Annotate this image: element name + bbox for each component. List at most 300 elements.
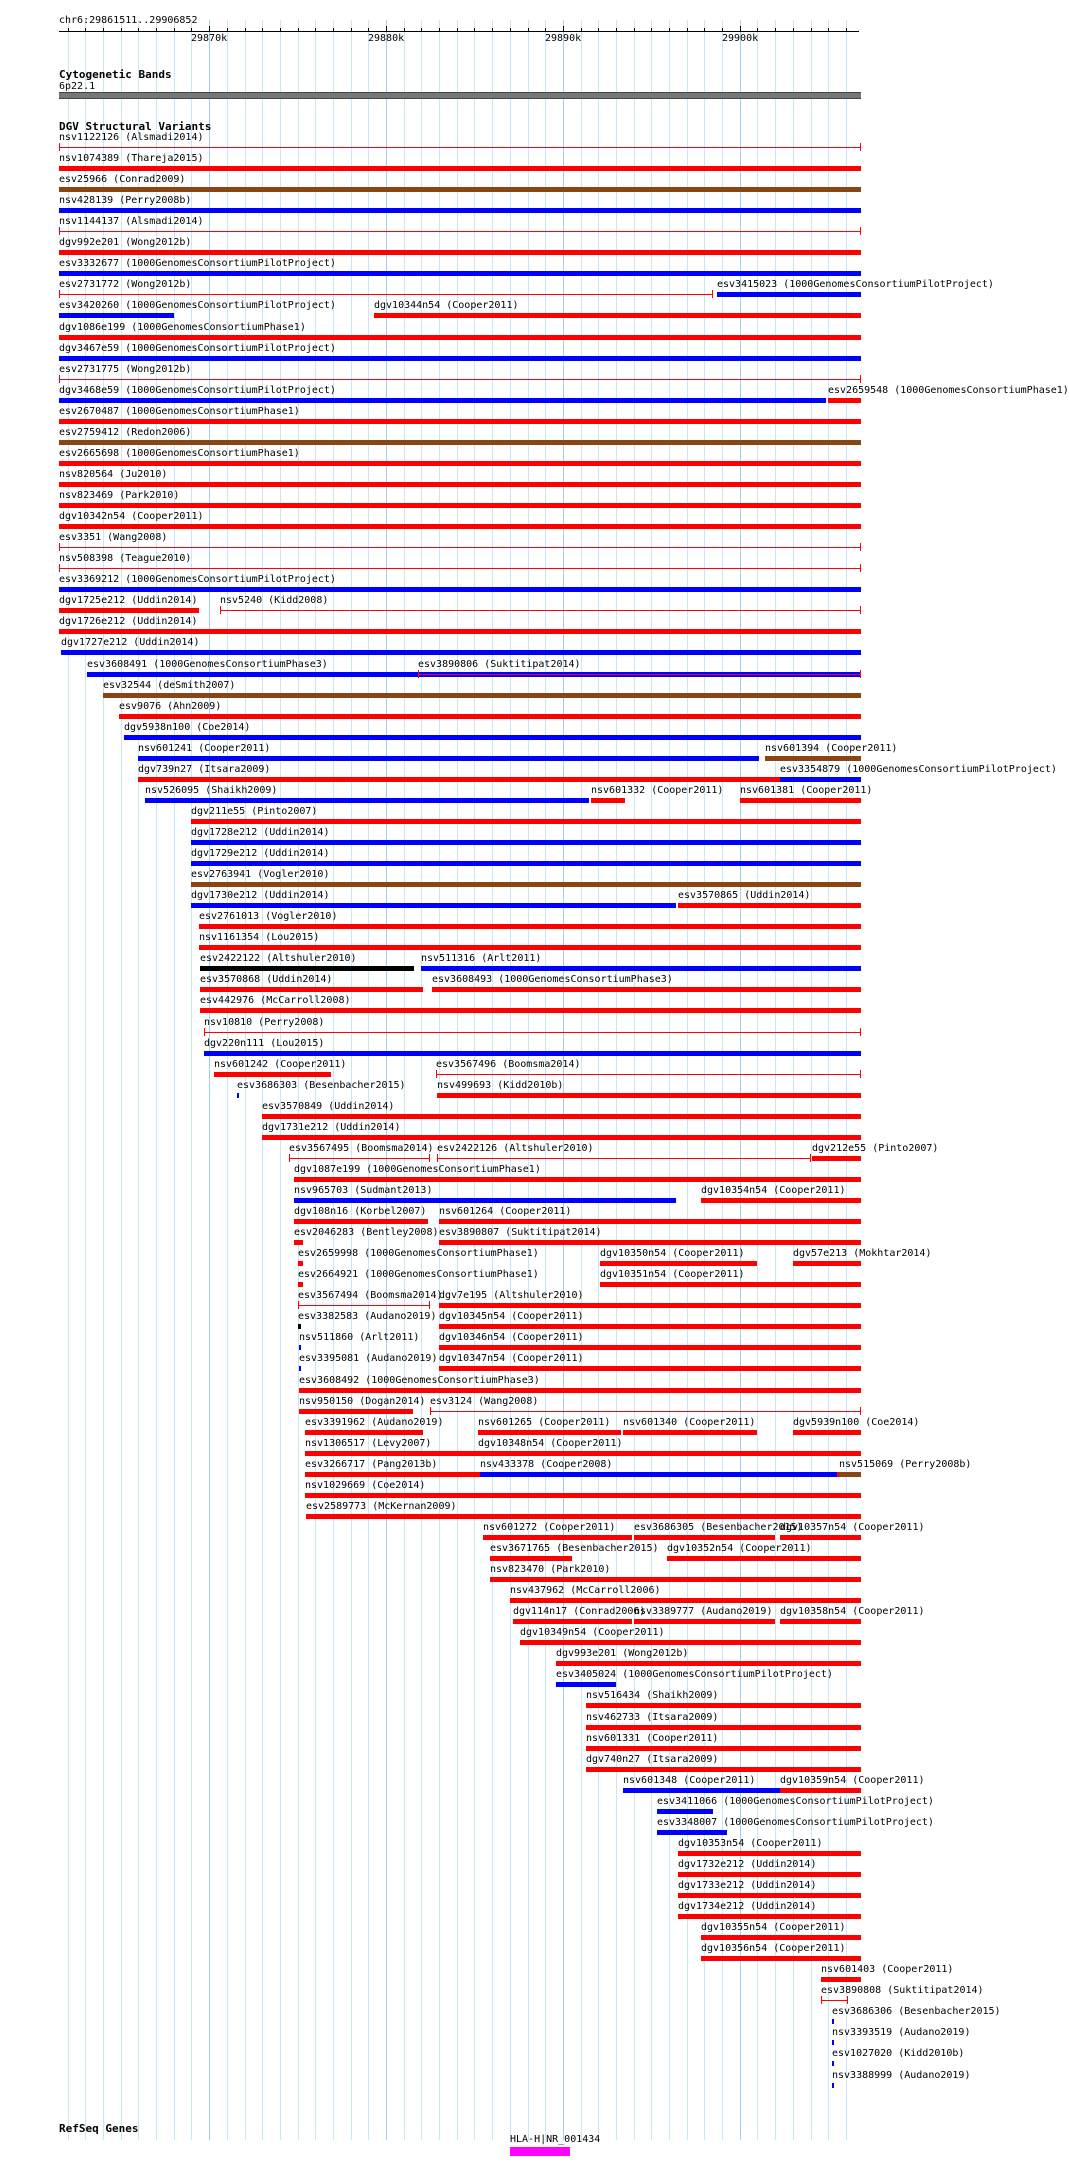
sv-bar[interactable] xyxy=(678,1893,861,1898)
sv-label: nsv601340 (Cooper2011) xyxy=(623,1417,756,1428)
sv-bar[interactable] xyxy=(59,503,861,508)
sv-label: esv3415023 (1000GenomesConsortiumPilotProject) xyxy=(717,279,994,290)
sv-label: dgv10356n54 (Cooper2011) xyxy=(701,1943,846,1954)
sv-bar[interactable] xyxy=(478,1430,621,1435)
sv-bar[interactable] xyxy=(556,1682,616,1687)
sv-bar[interactable] xyxy=(103,693,861,698)
sv-label: nsv1029669 (Coe2014) xyxy=(305,1480,426,1491)
sv-label: esv3567494 (Boomsma2014) xyxy=(298,1290,443,1301)
sv-label: dgv5939n100 (Coe2014) xyxy=(793,1417,920,1428)
sv-bar[interactable] xyxy=(780,1535,861,1540)
sv-label: esv2761013 (Vogler2010) xyxy=(199,911,338,922)
sv-feature[interactable] xyxy=(510,1585,890,1605)
sv-feature[interactable] xyxy=(305,1480,890,1500)
sv-feature[interactable] xyxy=(59,153,890,173)
sv-bar[interactable] xyxy=(832,2061,834,2066)
sv-feature[interactable] xyxy=(436,1059,890,1079)
sv-bar[interactable] xyxy=(59,313,174,318)
sv-bar[interactable] xyxy=(298,1324,301,1329)
sv-bar[interactable] xyxy=(204,1032,861,1033)
sv-bar[interactable] xyxy=(821,1977,861,1982)
sv-bar[interactable] xyxy=(623,1788,784,1793)
sv-label: nsv601241 (Cooper2011) xyxy=(138,743,271,754)
sv-feature[interactable] xyxy=(839,1459,972,1479)
sv-bar[interactable] xyxy=(124,735,861,740)
sv-bar[interactable] xyxy=(138,756,759,761)
sv-bar[interactable] xyxy=(294,1219,428,1224)
minor-tick xyxy=(598,28,599,32)
sv-bar[interactable] xyxy=(439,1303,861,1308)
minor-tick xyxy=(174,28,175,32)
sv-bar[interactable] xyxy=(299,1409,413,1414)
sv-bar[interactable] xyxy=(294,1198,676,1203)
sv-feature[interactable] xyxy=(220,595,890,615)
sv-feature[interactable] xyxy=(59,616,890,636)
sv-end-cap xyxy=(430,1407,431,1415)
sv-feature[interactable] xyxy=(586,1754,890,1774)
sv-feature[interactable] xyxy=(119,701,890,721)
sv-bar[interactable] xyxy=(289,1158,430,1159)
sv-bar[interactable] xyxy=(623,1430,757,1435)
sv-feature[interactable] xyxy=(600,1269,890,1289)
sv-bar[interactable] xyxy=(439,1240,861,1245)
sv-bar[interactable] xyxy=(812,1156,861,1161)
sv-label: esv2589773 (McKernan2009) xyxy=(306,1501,457,1512)
sv-bar[interactable] xyxy=(294,1240,303,1245)
sv-bar[interactable] xyxy=(59,187,861,192)
sv-feature[interactable] xyxy=(780,764,1057,784)
sv-label: esv2422126 (Altshuler2010) xyxy=(437,1143,594,1154)
sv-feature[interactable] xyxy=(586,1690,890,1710)
sv-bar[interactable] xyxy=(298,1261,303,1266)
sv-bar[interactable] xyxy=(59,166,861,171)
sv-feature[interactable] xyxy=(439,1290,890,1310)
sv-bar[interactable] xyxy=(59,250,861,255)
sv-feature[interactable] xyxy=(678,890,890,910)
sv-label: esv32544 (deSmith2007) xyxy=(103,680,236,691)
sv-feature[interactable] xyxy=(204,1017,890,1037)
sv-label: esv2422122 (Altshuler2010) xyxy=(200,953,357,964)
refseq-gene[interactable] xyxy=(510,2134,630,2158)
sv-bar[interactable] xyxy=(586,1767,861,1772)
sv-bar[interactable] xyxy=(374,313,861,318)
sv-bar[interactable] xyxy=(59,398,826,403)
sv-feature[interactable] xyxy=(439,1353,890,1373)
sv-feature[interactable] xyxy=(828,385,1069,405)
sv-bar[interactable] xyxy=(262,1135,861,1140)
sv-bar[interactable] xyxy=(483,1535,632,1540)
sv-label: esv3890807 (Suktitipat2014) xyxy=(439,1227,602,1238)
major-tick xyxy=(740,26,741,32)
sv-feature[interactable] xyxy=(59,258,890,278)
sv-label: esv25966 (Conrad2009) xyxy=(59,174,186,185)
sv-bar[interactable] xyxy=(600,1261,757,1266)
sv-label: dgv10347n54 (Cooper2011) xyxy=(439,1353,584,1364)
sv-bar[interactable] xyxy=(821,2000,848,2001)
sv-bar[interactable] xyxy=(191,861,861,866)
sv-feature[interactable] xyxy=(299,1375,890,1395)
sv-label: dgv10352n54 (Cooper2011) xyxy=(667,1543,812,1554)
sv-bar[interactable] xyxy=(793,1261,861,1266)
sv-bar[interactable] xyxy=(299,1388,861,1393)
sv-bar[interactable] xyxy=(59,587,861,592)
sv-feature[interactable] xyxy=(199,911,890,931)
sv-feature[interactable] xyxy=(59,406,890,426)
sv-bar[interactable] xyxy=(305,1493,861,1498)
sv-bar[interactable] xyxy=(199,945,861,950)
sv-feature[interactable] xyxy=(780,1606,925,1626)
sv-label: dgv10342n54 (Cooper2011) xyxy=(59,511,204,522)
sv-feature[interactable] xyxy=(204,1038,890,1058)
sv-bar[interactable] xyxy=(59,568,861,569)
sv-bar[interactable] xyxy=(839,1472,861,1477)
sv-feature[interactable] xyxy=(678,1880,890,1900)
position-ruler[interactable] xyxy=(0,0,890,52)
sv-label: nsv10810 (Perry2008) xyxy=(204,1017,325,1028)
sv-bar[interactable] xyxy=(439,1345,861,1350)
sv-feature[interactable] xyxy=(59,195,890,215)
sv-label: dgv1087e199 (1000GenomesConsortiumPhase1) xyxy=(294,1164,541,1175)
sv-bar[interactable] xyxy=(59,335,861,340)
sv-feature[interactable] xyxy=(832,2006,1001,2026)
sv-bar[interactable] xyxy=(780,777,861,782)
sv-bar[interactable] xyxy=(59,524,861,529)
sv-label: esv3332677 (1000GenomesConsortiumPilotProject) xyxy=(59,258,336,269)
sv-feature[interactable] xyxy=(478,1438,890,1458)
sv-bar[interactable] xyxy=(490,1577,861,1582)
sv-label: dgv57e213 (Mokhtar2014) xyxy=(793,1248,932,1259)
sv-bar[interactable] xyxy=(678,903,861,908)
sv-bar[interactable] xyxy=(437,1093,861,1098)
sv-feature[interactable] xyxy=(191,869,890,889)
cytoband-bar[interactable] xyxy=(59,92,861,99)
sv-feature[interactable] xyxy=(59,237,890,257)
sv-bar[interactable] xyxy=(59,608,199,613)
sv-bar[interactable] xyxy=(780,1619,861,1624)
sv-bar[interactable] xyxy=(520,1640,861,1645)
sv-bar[interactable] xyxy=(780,1788,861,1793)
sv-bar[interactable] xyxy=(421,966,861,971)
sv-bar[interactable] xyxy=(200,987,423,992)
sv-bar[interactable] xyxy=(220,610,861,611)
sv-bar[interactable] xyxy=(59,440,861,445)
sv-bar[interactable] xyxy=(119,714,861,719)
sv-label: esv3420260 (1000GenomesConsortiumPilotProject) xyxy=(59,300,336,311)
sv-label: dgv3467e59 (1000GenomesConsortiumPilotProject) xyxy=(59,343,336,354)
sv-bar[interactable] xyxy=(678,1872,861,1877)
sv-bar[interactable] xyxy=(200,966,414,971)
sv-feature[interactable] xyxy=(59,343,890,363)
sv-feature[interactable] xyxy=(262,1122,890,1142)
sv-feature[interactable] xyxy=(418,659,890,679)
sv-feature[interactable] xyxy=(678,1838,890,1858)
sv-feature[interactable] xyxy=(59,216,890,236)
sv-bar[interactable] xyxy=(191,903,676,908)
sv-bar[interactable] xyxy=(586,1703,861,1708)
sv-feature[interactable] xyxy=(439,1227,890,1247)
sv-feature[interactable] xyxy=(832,2070,971,2090)
major-tick xyxy=(386,26,387,32)
sv-label: esv3405024 (1000GenomesConsortiumPilotProject) xyxy=(556,1669,833,1680)
sv-label: dgv1731e212 (Uddin2014) xyxy=(262,1122,401,1133)
sv-bar[interactable] xyxy=(305,1430,423,1435)
sv-feature[interactable] xyxy=(191,848,890,868)
sv-bar[interactable] xyxy=(59,461,861,466)
sv-feature[interactable] xyxy=(793,1417,920,1437)
sv-bar[interactable] xyxy=(59,629,861,634)
sv-bar[interactable] xyxy=(678,1914,861,1919)
sv-feature[interactable] xyxy=(191,827,890,847)
sv-label: dgv3468e59 (1000GenomesConsortiumPilotProject) xyxy=(59,385,336,396)
sv-label: nsv437962 (McCarroll2006) xyxy=(510,1585,661,1596)
sv-feature[interactable] xyxy=(59,511,890,531)
sv-feature[interactable] xyxy=(740,785,890,805)
sv-feature[interactable] xyxy=(701,1943,890,1963)
sv-feature[interactable] xyxy=(556,1669,890,1689)
minor-tick xyxy=(333,28,334,32)
gene-exon-block[interactable] xyxy=(510,2147,570,2156)
sv-feature[interactable] xyxy=(199,932,890,952)
sv-bar[interactable] xyxy=(556,1661,861,1666)
minor-tick xyxy=(775,28,776,32)
sv-feature[interactable] xyxy=(667,1543,890,1563)
sv-bar[interactable] xyxy=(586,1725,861,1730)
sv-feature[interactable] xyxy=(374,300,890,320)
minor-tick xyxy=(651,28,652,32)
sv-bar[interactable] xyxy=(436,1074,861,1075)
sv-feature[interactable] xyxy=(59,553,890,573)
sv-bar[interactable] xyxy=(61,650,861,655)
sv-bar[interactable] xyxy=(432,987,861,992)
sv-feature[interactable] xyxy=(432,974,890,994)
sv-bar[interactable] xyxy=(191,819,861,824)
sv-bar[interactable] xyxy=(740,798,861,803)
sv-label: nsv1122126 (Alsmadi2014) xyxy=(59,132,204,143)
sv-feature[interactable] xyxy=(59,364,890,384)
sv-bar[interactable] xyxy=(298,1282,303,1287)
sv-bar[interactable] xyxy=(299,1366,301,1371)
sv-feature[interactable] xyxy=(701,1185,890,1205)
sv-feature[interactable] xyxy=(421,953,890,973)
sv-bar[interactable] xyxy=(634,1619,775,1624)
sv-feature[interactable] xyxy=(480,1459,890,1479)
sv-feature[interactable] xyxy=(657,1796,934,1816)
sv-feature[interactable] xyxy=(780,1775,925,1795)
sv-bar[interactable] xyxy=(191,882,861,887)
sv-bar[interactable] xyxy=(59,231,861,232)
sv-bar[interactable] xyxy=(439,1219,861,1224)
minor-tick xyxy=(510,28,511,32)
sv-label: esv2046283 (Bentley2008) xyxy=(294,1227,439,1238)
sv-feature[interactable] xyxy=(200,995,890,1015)
sv-feature[interactable] xyxy=(832,2027,971,2047)
sv-label: dgv114n17 (Conrad2006) xyxy=(513,1606,646,1617)
minor-tick xyxy=(704,28,705,32)
sv-bar[interactable] xyxy=(294,1177,861,1182)
sv-end-cap xyxy=(860,1070,861,1078)
sv-feature[interactable] xyxy=(59,322,890,342)
sv-feature[interactable] xyxy=(490,1564,890,1584)
sv-feature[interactable] xyxy=(793,1248,932,1268)
sv-label: esv3686303 (Besenbacher2015) xyxy=(237,1080,406,1091)
sv-feature[interactable] xyxy=(586,1733,890,1753)
sv-bar[interactable] xyxy=(204,1051,861,1056)
sv-label: nsv499693 (Kidd2010b) xyxy=(437,1080,564,1091)
sv-bar[interactable] xyxy=(701,1956,861,1961)
sv-feature[interactable] xyxy=(821,1985,984,2005)
sv-bar[interactable] xyxy=(480,1472,837,1477)
sv-feature[interactable] xyxy=(59,448,890,468)
sv-label: dgv10351n54 (Cooper2011) xyxy=(600,1269,745,1280)
sv-bar[interactable] xyxy=(59,271,861,276)
sv-feature[interactable] xyxy=(812,1143,939,1163)
sv-end-cap xyxy=(860,1407,861,1415)
sv-feature[interactable] xyxy=(437,1080,890,1100)
sv-bar[interactable] xyxy=(678,1851,861,1856)
sv-bar[interactable] xyxy=(832,2040,834,2045)
tick-label: 29880k xyxy=(368,33,405,44)
sv-bar[interactable] xyxy=(657,1830,727,1835)
sv-bar[interactable] xyxy=(478,1451,861,1456)
minor-tick xyxy=(404,28,405,32)
sv-end-cap xyxy=(860,543,861,551)
sv-bar[interactable] xyxy=(237,1093,239,1098)
sv-label: esv2731772 (Wong2012b) xyxy=(59,279,192,290)
sv-feature[interactable] xyxy=(294,1164,890,1184)
sv-bar[interactable] xyxy=(214,1072,331,1077)
sv-end-cap xyxy=(59,227,60,235)
sv-feature[interactable] xyxy=(821,1964,954,1984)
sv-feature[interactable] xyxy=(832,2048,965,2068)
sv-feature[interactable] xyxy=(678,1901,890,1921)
sv-feature[interactable] xyxy=(701,1922,890,1942)
sv-bar[interactable] xyxy=(591,798,625,803)
minor-tick xyxy=(757,28,758,32)
sv-end-cap xyxy=(429,1301,430,1309)
sv-label: nsv820564 (Ju2010) xyxy=(59,469,168,480)
sv-feature[interactable] xyxy=(61,637,890,657)
sv-label: dgv993e201 (Wong2012b) xyxy=(556,1648,689,1659)
sv-feature[interactable] xyxy=(59,385,890,405)
sv-feature[interactable] xyxy=(59,532,890,552)
major-tick xyxy=(209,26,210,32)
sv-feature[interactable] xyxy=(306,1501,890,1521)
sv-bar[interactable] xyxy=(199,924,861,929)
sv-feature[interactable] xyxy=(59,132,890,152)
sv-feature[interactable] xyxy=(103,680,890,700)
sv-bar[interactable] xyxy=(306,1514,861,1519)
sv-bar[interactable] xyxy=(832,2019,834,2024)
sv-feature[interactable] xyxy=(191,806,890,826)
minor-tick xyxy=(528,28,529,32)
sv-bar[interactable] xyxy=(701,1198,861,1203)
sv-bar[interactable] xyxy=(59,419,861,424)
sv-bar[interactable] xyxy=(437,1158,811,1159)
sv-label: nsv1161354 (Lou2015) xyxy=(199,932,320,943)
sv-feature[interactable] xyxy=(59,574,890,594)
sv-feature[interactable] xyxy=(138,764,890,784)
sv-feature[interactable] xyxy=(717,279,994,299)
sv-bar[interactable] xyxy=(793,1430,861,1435)
tick-label: 29890k xyxy=(545,33,582,44)
sv-bar[interactable] xyxy=(200,1008,861,1013)
sv-bar[interactable] xyxy=(513,1619,632,1624)
sv-bar[interactable] xyxy=(191,840,861,845)
sv-bar[interactable] xyxy=(510,1598,861,1603)
sv-bar[interactable] xyxy=(59,482,861,487)
sv-feature[interactable] xyxy=(678,1859,890,1879)
sv-label: esv3354879 (1000GenomesConsortiumPilotProject) xyxy=(780,764,1057,775)
sv-bar[interactable] xyxy=(145,798,589,803)
sv-bar[interactable] xyxy=(439,1324,861,1329)
sv-feature[interactable] xyxy=(262,1101,890,1121)
sv-feature[interactable] xyxy=(439,1206,890,1226)
sv-label: dgv10355n54 (Cooper2011) xyxy=(701,1922,846,1933)
sv-bar[interactable] xyxy=(600,1282,861,1287)
sv-feature[interactable] xyxy=(765,743,898,763)
sv-bar[interactable] xyxy=(430,1411,861,1412)
sv-bar[interactable] xyxy=(828,398,861,403)
sv-feature[interactable] xyxy=(430,1396,890,1416)
sv-feature[interactable] xyxy=(586,1712,890,1732)
sv-bar[interactable] xyxy=(586,1746,861,1751)
sv-feature[interactable] xyxy=(59,469,890,489)
sv-label: esv3351 (Wang2008) xyxy=(59,532,168,543)
sv-bar[interactable] xyxy=(59,147,861,148)
sv-bar[interactable] xyxy=(765,756,861,761)
sv-bar[interactable] xyxy=(298,1305,430,1306)
sv-feature[interactable] xyxy=(59,174,890,194)
sv-bar[interactable] xyxy=(832,2083,834,2088)
sv-bar[interactable] xyxy=(59,547,861,548)
sv-bar[interactable] xyxy=(59,294,713,295)
sv-bar[interactable] xyxy=(418,674,861,675)
sv-bar[interactable] xyxy=(634,1535,775,1540)
sv-bar[interactable] xyxy=(138,777,861,782)
sv-feature[interactable] xyxy=(520,1627,890,1647)
sv-bar[interactable] xyxy=(701,1935,861,1940)
sv-end-cap xyxy=(289,1154,290,1162)
sv-feature[interactable] xyxy=(124,722,890,742)
sv-end-cap xyxy=(712,290,713,298)
sv-feature[interactable] xyxy=(59,427,890,447)
sv-bar[interactable] xyxy=(657,1809,713,1814)
sv-bar[interactable] xyxy=(59,379,861,380)
sv-label: dgv10350n54 (Cooper2011) xyxy=(600,1248,745,1259)
sv-label: esv3391962 (Audano2019) xyxy=(305,1417,444,1428)
sv-bar[interactable] xyxy=(490,1556,572,1561)
sv-label: dgv10346n54 (Cooper2011) xyxy=(439,1332,584,1343)
sv-label: esv3570865 (Uddin2014) xyxy=(678,890,811,901)
sv-end-cap xyxy=(59,143,60,151)
sv-feature[interactable] xyxy=(439,1332,890,1352)
sv-bar[interactable] xyxy=(667,1556,861,1561)
sv-feature[interactable] xyxy=(657,1817,934,1837)
sv-label: dgv1734e212 (Uddin2014) xyxy=(678,1901,817,1912)
sv-feature[interactable] xyxy=(780,1522,925,1542)
sv-feature[interactable] xyxy=(59,490,890,510)
sv-bar[interactable] xyxy=(262,1114,861,1119)
sv-bar[interactable] xyxy=(59,356,861,361)
sv-feature[interactable] xyxy=(439,1311,890,1331)
sv-label: dgv10354n54 (Cooper2011) xyxy=(701,1185,846,1196)
sv-bar[interactable] xyxy=(717,292,861,297)
sv-bar[interactable] xyxy=(59,208,861,213)
minor-tick xyxy=(616,28,617,32)
sv-bar[interactable] xyxy=(299,1345,301,1350)
sv-bar[interactable] xyxy=(439,1366,861,1371)
sv-feature[interactable] xyxy=(556,1648,890,1668)
